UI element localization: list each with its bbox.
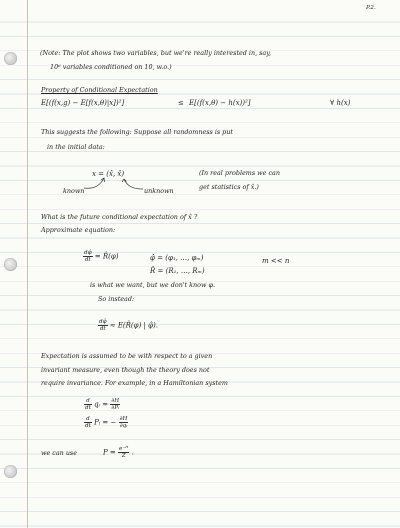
unknown-label: unknown — [144, 187, 174, 195]
inequality-rhs: E[(f(x,θ) − h(x))²] — [189, 99, 251, 107]
dphi-dt-fraction-2: $\frac{d\varphî}{dt}$ — [99, 319, 107, 332]
instead-equation-rhs: ≈ E(R̂(φ) | φ̂). — [109, 321, 158, 330]
inequality-lhs: E[(f(x,g) − E[f(x,θ)|x])²] — [41, 99, 125, 107]
measure-fraction: $\frac{\text{e⁻ᴴ}}{Z}$ — [119, 446, 129, 459]
section-heading: Property of Conditional Expectation — [41, 86, 158, 94]
expectation-line-1: Expectation is assumed to be with respect to a given — [41, 352, 213, 360]
note-line-1: (Note: The plot shows two variables, but we're really interested in, say, — [40, 49, 272, 57]
phi-definition: φ̂ = (φ₁, …, φₘ) — [150, 254, 204, 262]
x-aside-line-1: (In real problems we can — [199, 169, 280, 177]
note-line-2: 10⁶ variables conditioned on 10, w.o.) — [50, 63, 172, 71]
page-number: P.2. — [366, 5, 376, 11]
want-line: is what we want, but we don't know φ. — [90, 281, 216, 289]
m-condition: m << n — [262, 257, 290, 265]
question-line-2: Approximate equation: — [41, 226, 116, 234]
x-definition: x = (x̂, x̂) — [92, 170, 125, 178]
expectation-line-2: invariant measure, even though the theory does not — [41, 366, 210, 374]
hamilton-q-equation: $\frac{d}{dt}$ qᵢ = $\frac{\partial H}{\text{∂Pᵢ}}$ — [85, 398, 120, 411]
hamilton-p-equation: $\frac{d}{dt}$ Pᵢ = − $\frac{\partial H}{\text{∂qᵢ}}$ — [85, 416, 128, 429]
approx-equation-rhs: = R̂(φ) — [94, 252, 119, 261]
known-label: known — [63, 187, 85, 195]
r-definition: R̂ = (R₁, …, Rₘ) — [150, 267, 205, 275]
binder-hole-bottom — [4, 465, 17, 478]
approx-equation — [83, 250, 118, 263]
inequality-quantifier: ∀ h(x) — [330, 99, 351, 107]
suggests-line-2: in the initial data: — [47, 143, 105, 151]
expectation-line-3: require invariance. For example, in a Hamiltonian system — [41, 379, 228, 387]
dphi-dt-fraction: $\frac{d\varphî}{dt}$ — [84, 250, 92, 263]
binder-hole-top — [4, 52, 17, 65]
margin-line — [27, 0, 28, 528]
instead-equation — [98, 319, 158, 332]
question-line-1: What is the future conditional expectation of x̂ ? — [41, 213, 198, 221]
binder-hole-middle — [4, 258, 17, 271]
inequality-relation: ≤ — [178, 99, 184, 107]
suggests-line-1: This suggests the following: Suppose all randomness is put — [41, 128, 233, 136]
measure-prefix: we can use — [41, 449, 77, 457]
measure-equation: P = $\frac{\text{e⁻ᴴ}}{Z}$ . — [103, 446, 134, 459]
instead-line: So instead: — [98, 295, 135, 303]
x-aside-line-2: get statistics of x̂.) — [199, 183, 259, 191]
